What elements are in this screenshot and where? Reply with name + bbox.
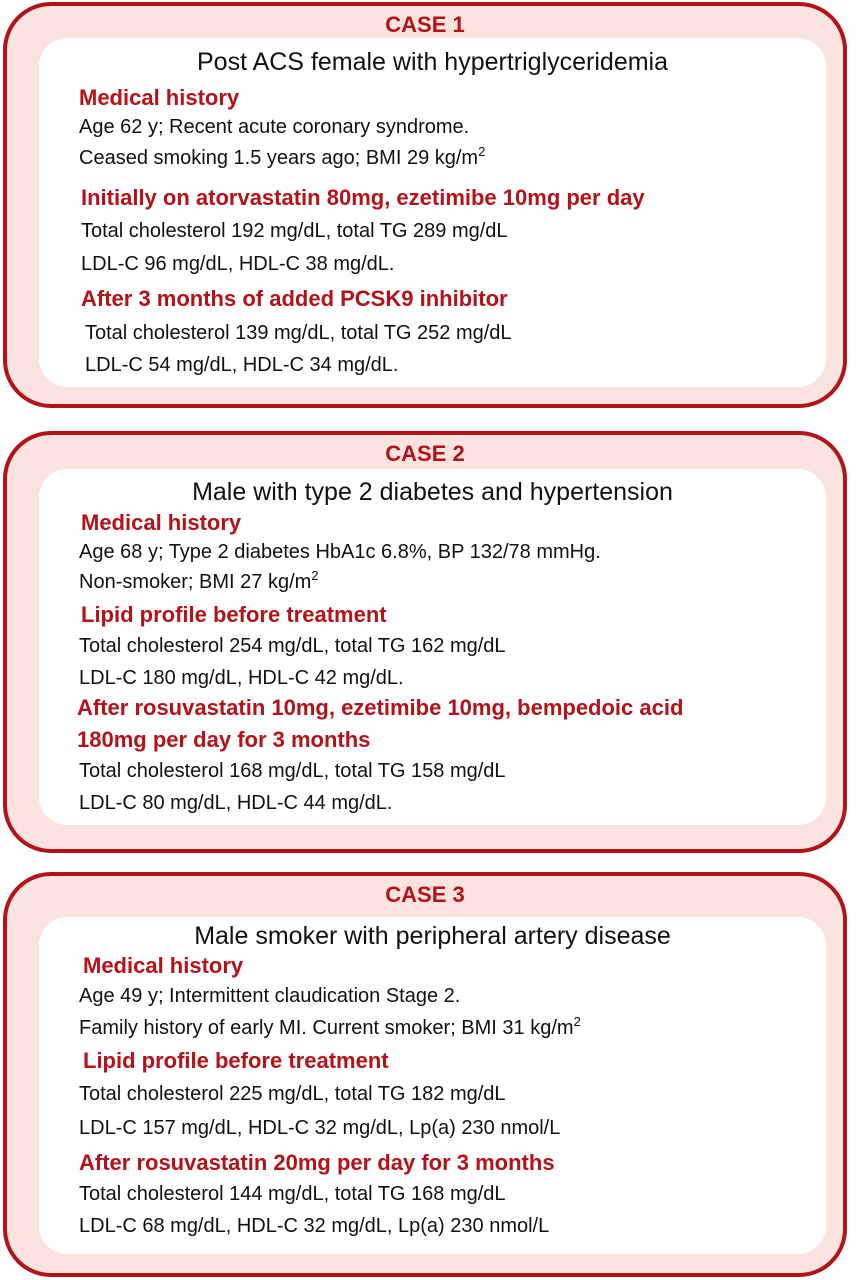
case-1-title: Post ACS female with hypertriglyceridemia bbox=[196, 48, 669, 76]
case-2-title: Male with type 2 diabetes and hypertension bbox=[192, 478, 673, 506]
case-3-section-1-heading: Lipid profile before treatment bbox=[83, 1048, 389, 1073]
case-2-history-line-2: Non-smoker; BMI 27 $kg/m^2$ bbox=[79, 568, 319, 593]
case-2-section-1-heading: Lipid profile before treatment bbox=[81, 602, 387, 627]
case-3-section-1-line-2: LDL-C 157 mg/dL, HDL-C 32 mg/dL, Lp(a) 230 nmol/L bbox=[79, 1117, 561, 1139]
case-1-section-1-line-2: LDL-C 96 mg/dL, HDL-C 38 mg/dL. bbox=[81, 253, 395, 275]
case-3-history-line-1: Age 49 y; Intermittent claudication Stage 2. bbox=[79, 985, 461, 1007]
case-1-section-2-line-2: LDL-C 54 mg/dL, HDL-C 34 mg/dL. bbox=[85, 354, 399, 376]
superscript: 2 bbox=[311, 568, 319, 583]
case-3-content-panel bbox=[39, 917, 826, 1254]
case-1-section-2-line-1: Total cholesterol 139 mg/dL, total TG 252 mg/dL bbox=[85, 322, 512, 344]
case-3-label: CASE 3 bbox=[385, 882, 465, 907]
case-3-history-line-2: Family history of early MI. Current smoker; BMI 31 $kg/m^2$ bbox=[79, 1014, 581, 1039]
case-1-section-1-heading: Initially on atorvastatin 80mg, ezetimibe 10mg per day bbox=[81, 185, 645, 210]
case-1-history-heading: Medical history bbox=[79, 85, 240, 110]
case-2-content-panel bbox=[39, 469, 826, 825]
case-3-section-2-heading: After rosuvastatin 20mg per day for 3 months bbox=[79, 1150, 555, 1175]
case-3-section-2-line-1: Total cholesterol 144 mg/dL, total TG 168 mg/dL bbox=[79, 1183, 506, 1205]
case-1-history-line-1: Age 62 y; Recent acute coronary syndrome. bbox=[79, 116, 470, 138]
case-3-section-1-line-1: Total cholesterol 225 mg/dL, total TG 182 mg/dL bbox=[79, 1083, 506, 1105]
case-1-history-line-2: Ceased smoking 1.5 years ago; BMI 29 $kg/m^2$ bbox=[79, 144, 486, 169]
case-1-section-2-heading: After 3 months of added PCSK9 inhibitor bbox=[81, 286, 508, 311]
case-1-label: CASE 1 bbox=[385, 12, 465, 37]
case-2-section-2-heading-line-1: After rosuvastatin 10mg, ezetimibe 10mg, bempedoic acid bbox=[77, 695, 684, 720]
case-2-section-2-line-1: Total cholesterol 168 mg/dL, total TG 158 mg/dL bbox=[79, 760, 506, 782]
case-3-card bbox=[3, 872, 847, 1277]
case-3-history-heading: Medical history bbox=[83, 953, 244, 978]
case-2-section-2-heading-line-2: 180mg per day for 3 months bbox=[77, 727, 371, 752]
superscript: 2 bbox=[573, 1014, 581, 1029]
superscript: 2 bbox=[478, 144, 486, 159]
case-2-section-2-line-2: LDL-C 80 mg/dL, HDL-C 44 mg/dL. bbox=[79, 792, 393, 814]
case-3-title: Male smoker with peripheral artery disease bbox=[194, 922, 671, 950]
case-3-section-2-line-2: LDL-C 68 mg/dL, HDL-C 32 mg/dL, Lp(a) 230 nmol/L bbox=[79, 1215, 550, 1237]
case-2-label: CASE 2 bbox=[385, 441, 465, 466]
case-2-section-1-line-1: Total cholesterol 254 mg/dL, total TG 162 mg/dL bbox=[79, 635, 506, 657]
case-1-content-panel bbox=[39, 38, 826, 387]
case-1-card bbox=[3, 2, 847, 408]
case-2-section-1-line-2: LDL-C 180 mg/dL, HDL-C 42 mg/dL. bbox=[79, 667, 404, 689]
case-2-history-line-1: Age 68 y; Type 2 diabetes HbA1c 6.8%, BP 132/78 mmHg. bbox=[79, 541, 601, 563]
case-2-history-heading: Medical history bbox=[81, 510, 242, 535]
case-2-card bbox=[3, 431, 847, 853]
case-1-section-1-line-1: Total cholesterol 192 mg/dL, total TG 289 mg/dL bbox=[81, 220, 508, 242]
